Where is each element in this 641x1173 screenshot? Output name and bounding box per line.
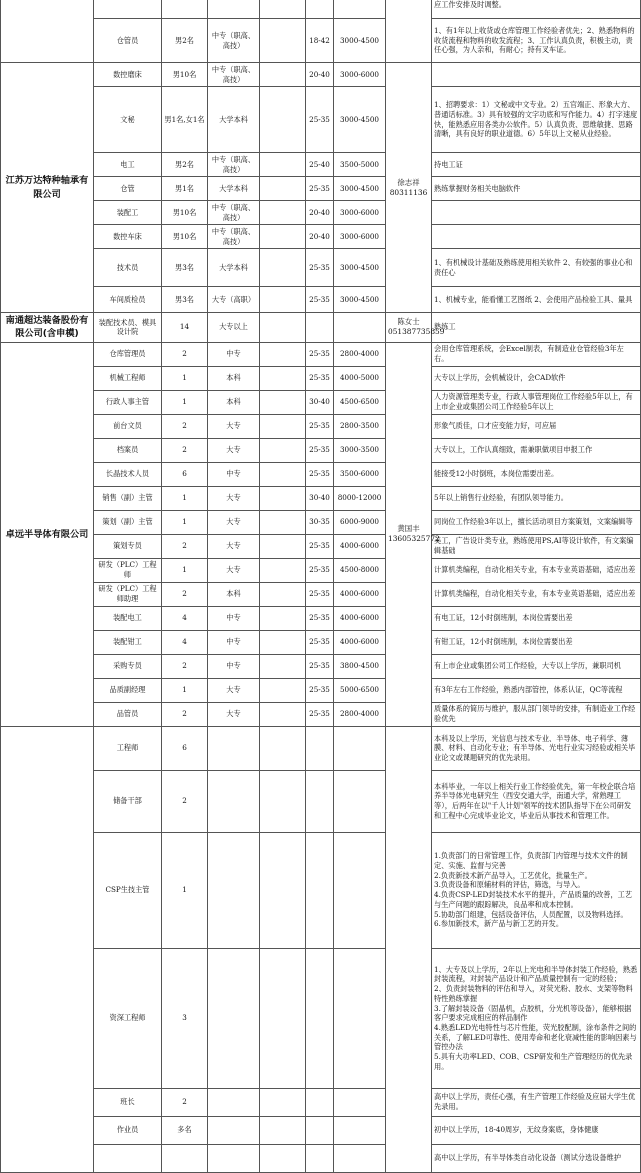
- position-cell: 数控磨床: [94, 63, 162, 87]
- position-cell: 数控车床: [94, 225, 162, 249]
- age-cell: 25-35: [306, 654, 334, 678]
- salary-cell: 2800-3500: [334, 414, 386, 438]
- requirements-cell: 1、大专及以上学历，2年以上光电和半导体封装工作经验，熟悉封装流程，对封装产品设计和产品质量控制有一定的经验； 2、负责封装物料的评估和导入，对荧光粉、胶水、支架等物料特性熟练掌握 3.了解封装设备（固晶机，点胶机，分光机等设备），能够根据客户要求完成相应的样品制作 4.熟悉LED光电特性与芯片性能，荧光胶配制，涂布条件之间的关系，了解LED可靠性、使用寿命和老化衰减性能的影响因素与管控办法 5.具有大功率LED、COB、CSP研发和生产管理经历的优先录用。: [432, 948, 641, 1088]
- table-row: [1, 726, 641, 770]
- position-cell: 研发（PLC）工程师助理: [94, 582, 162, 606]
- age-cell: 25-35: [306, 534, 334, 558]
- position-cell: 仓管员: [94, 19, 162, 63]
- headcount-cell: 2: [162, 582, 208, 606]
- requirements-cell: 有钳工证，12小时倒班制，本岗位需要出差: [432, 630, 641, 654]
- requirements-cell: [432, 201, 641, 225]
- spacer-cell: [260, 0, 306, 19]
- position-cell: 装配电工: [94, 606, 162, 630]
- position-cell: 策划（副）主管: [94, 510, 162, 534]
- salary-cell: 5000-6500: [334, 678, 386, 702]
- spacer-cell: [260, 510, 306, 534]
- salary-cell: [334, 770, 386, 832]
- table-row: [1, 0, 641, 19]
- spacer-cell: [260, 702, 306, 726]
- position-cell: 电工: [94, 153, 162, 177]
- requirements-cell: 高中以上学历，责任心强，有生产管理工作经验及应届大学生优先录用。: [432, 1088, 641, 1116]
- salary-cell: 4500-6500: [334, 390, 386, 414]
- salary-cell: 2800-4000: [334, 342, 386, 366]
- age-cell: 25-35: [306, 462, 334, 486]
- education-cell: [208, 0, 260, 19]
- table-row: [1, 832, 641, 948]
- position-cell: 文秘: [94, 87, 162, 153]
- spacer-cell: [260, 1088, 306, 1116]
- headcount-cell: 1: [162, 390, 208, 414]
- table-row: [1, 510, 641, 534]
- headcount-cell: 2: [162, 770, 208, 832]
- age-cell: [306, 832, 334, 948]
- requirements-cell: 有上市企业或集团公司工作经验，大专以上学历，兼职司机: [432, 654, 641, 678]
- education-cell: [208, 770, 260, 832]
- age-cell: [306, 1088, 334, 1116]
- salary-cell: 3000-4500: [334, 19, 386, 63]
- age-cell: [306, 0, 334, 19]
- requirements-cell: 熟练掌握财务相关电脑软件: [432, 177, 641, 201]
- salary-cell: 3000-6000: [334, 201, 386, 225]
- age-cell: 25-35: [306, 366, 334, 390]
- company-name: [1, 726, 94, 1172]
- position-cell: 销售（副）主管: [94, 486, 162, 510]
- requirements-cell: 能接受12小时倒班，本岗位需要出差。: [432, 462, 641, 486]
- requirements-cell: 1、招聘要求：1）文秘或中文专业。2）五官端正、形象大方、普通话标准。3）具有较强的文字功底和写作能力。4）打字速度快，能熟悉应用各类办公软件。5）认真负责、思维敏捷、思路清晰，具有良好的职业道德。6）5年以上文秘从业经验。: [432, 87, 641, 153]
- headcount-cell: 男10名: [162, 63, 208, 87]
- headcount-cell: 2: [162, 438, 208, 462]
- requirements-cell: 大专以上学历，会机械设计，会CAD软件: [432, 366, 641, 390]
- education-cell: 本科: [208, 366, 260, 390]
- table-row: [1, 438, 641, 462]
- education-cell: 中专（职高、高技）: [208, 201, 260, 225]
- table-row: [1, 654, 641, 678]
- salary-cell: 4500-8000: [334, 558, 386, 582]
- education-cell: [208, 726, 260, 770]
- table-row: [1, 582, 641, 606]
- education-cell: 大学本科: [208, 249, 260, 287]
- headcount-cell: 2: [162, 342, 208, 366]
- headcount-cell: [162, 1144, 208, 1172]
- salary-cell: [334, 726, 386, 770]
- requirements-cell: 1、有机械设计基础及熟练使用相关软件 2、有较强的事业心和责任心: [432, 249, 641, 287]
- position-cell: 装配技术员、模具设计院: [94, 313, 162, 343]
- table-row: [1, 313, 641, 343]
- position-cell: 班长: [94, 1088, 162, 1116]
- salary-cell: 3000-6000: [334, 225, 386, 249]
- table-row: [1, 630, 641, 654]
- table-row: [1, 63, 641, 87]
- position-cell: 技术员: [94, 249, 162, 287]
- age-cell: 25-35: [306, 558, 334, 582]
- headcount-cell: 6: [162, 462, 208, 486]
- requirements-cell: 有电工证，12小时倒班制，本岗位需要出差: [432, 606, 641, 630]
- education-cell: [208, 948, 260, 1088]
- table-row: [1, 201, 641, 225]
- company-name: 卓远半导体有限公司: [1, 342, 94, 726]
- table-row: [1, 770, 641, 832]
- salary-cell: 4000-6000: [334, 534, 386, 558]
- position-cell: 机械工程师: [94, 366, 162, 390]
- requirements-cell: 本科毕业，一年以上相关行业工作经验优先，第一年校企联合培养半导体光电研究生（西安交通大学，南通大学，常熟理工等），后两年在以"千人计划"领军的技术团队指导下在公司研发和工程中心完成毕业论文，毕业后从事技术和管理工作。: [432, 770, 641, 832]
- spacer-cell: [260, 582, 306, 606]
- salary-cell: 3500-5000: [334, 153, 386, 177]
- salary-cell: [334, 948, 386, 1088]
- spacer-cell: [260, 770, 306, 832]
- table-row: [1, 287, 641, 313]
- table-row: [1, 1116, 641, 1144]
- table-row: [1, 1088, 641, 1116]
- age-cell: 30-40: [306, 390, 334, 414]
- contact-person: 黄国丰 13605325772: [386, 342, 432, 726]
- requirements-cell: 计算机类编程，自动化相关专业，有本专业英语基础，适应出差: [432, 582, 641, 606]
- salary-cell: [334, 832, 386, 948]
- position-cell: 档案员: [94, 438, 162, 462]
- age-cell: 25-35: [306, 606, 334, 630]
- spacer-cell: [260, 19, 306, 63]
- age-cell: [306, 948, 334, 1088]
- table-row: [1, 606, 641, 630]
- education-cell: [208, 1116, 260, 1144]
- contact-person: 徐志祥 80311136: [386, 63, 432, 313]
- salary-cell: 4000-6000: [334, 582, 386, 606]
- requirements-cell: [432, 225, 641, 249]
- table-row: [1, 948, 641, 1088]
- age-cell: 25-35: [306, 87, 334, 153]
- position-cell: 装配钳工: [94, 630, 162, 654]
- education-cell: 大学本科: [208, 87, 260, 153]
- education-cell: 中专（职高、高技）: [208, 19, 260, 63]
- table-row: [1, 534, 641, 558]
- education-cell: 中专: [208, 462, 260, 486]
- spacer-cell: [260, 630, 306, 654]
- spacer-cell: [260, 558, 306, 582]
- table-row: [1, 87, 641, 153]
- age-cell: 25-35: [306, 630, 334, 654]
- headcount-cell: 2: [162, 414, 208, 438]
- position-cell: 品质副经理: [94, 678, 162, 702]
- spacer-cell: [260, 948, 306, 1088]
- requirements-cell: [432, 63, 641, 87]
- salary-cell: 3000-4500: [334, 249, 386, 287]
- education-cell: 大专: [208, 558, 260, 582]
- position-cell: 作业员: [94, 1116, 162, 1144]
- age-cell: [306, 726, 334, 770]
- education-cell: [208, 1088, 260, 1116]
- age-cell: 25-35: [306, 582, 334, 606]
- requirements-cell: 有3年左右工作经验，熟悉内部管控，体系认证，QC等流程: [432, 678, 641, 702]
- requirements-cell: 同岗位工作经验3年以上，擅长活动项目方案策划，文案编辑等: [432, 510, 641, 534]
- salary-cell: 3000-4500: [334, 87, 386, 153]
- position-cell: 车间质检员: [94, 287, 162, 313]
- position-cell: [94, 1144, 162, 1172]
- table-row: [1, 678, 641, 702]
- spacer-cell: [260, 63, 306, 87]
- company-name: [1, 0, 94, 63]
- position-cell: 采购专员: [94, 654, 162, 678]
- requirements-cell: 5年以上销售行业经验，有团队领导能力。: [432, 486, 641, 510]
- position-cell: 长晶技术人员: [94, 462, 162, 486]
- salary-cell: 3000-4500: [334, 177, 386, 201]
- salary-cell: [334, 313, 386, 343]
- table-row: [1, 249, 641, 287]
- age-cell: [306, 1116, 334, 1144]
- requirements-cell: 1.负责部门的日常管理工作，负责部门内管理与技术文件的制定、实施、监督与完善 2.负责新技术新产品导入，工艺优化，批量生产。 3.负责设备和原辅材料的评估，筛选，与导入。 4.负责CSP-LED封装技术水平的提升，产品质量的改善，工艺与生产问题的跟踪解决，良品率和成本控制。 5.协助部门组建，包括设备评估，人员配置，以及物料选择。 6.参加新技术，新产品与新工艺的开发。: [432, 832, 641, 948]
- education-cell: 大学本科: [208, 177, 260, 201]
- spacer-cell: [260, 486, 306, 510]
- headcount-cell: 4: [162, 606, 208, 630]
- spacer-cell: [260, 654, 306, 678]
- contact-person: [386, 0, 432, 63]
- position-cell: 工程师: [94, 726, 162, 770]
- salary-cell: [334, 1116, 386, 1144]
- spacer-cell: [260, 201, 306, 225]
- education-cell: [208, 832, 260, 948]
- table-row: [1, 342, 641, 366]
- spacer-cell: [260, 153, 306, 177]
- education-cell: 大专: [208, 414, 260, 438]
- age-cell: 25-35: [306, 287, 334, 313]
- headcount-cell: 6: [162, 726, 208, 770]
- education-cell: 中专（职高、高技）: [208, 63, 260, 87]
- requirements-cell: 人力资源管理类专业，行政人事管理岗位工作经验5年以上，有上市企业或集团公司工作经验5年以上: [432, 390, 641, 414]
- requirements-cell: 美工，广告设计类专业，熟练使用PS,AI等设计软件，有文案编辑基础: [432, 534, 641, 558]
- position-cell: 仓库管理员: [94, 342, 162, 366]
- age-cell: 20-40: [306, 63, 334, 87]
- salary-cell: [334, 1144, 386, 1172]
- table-row: [1, 486, 641, 510]
- education-cell: 大专: [208, 702, 260, 726]
- spacer-cell: [260, 832, 306, 948]
- age-cell: 30-40: [306, 486, 334, 510]
- salary-cell: 4000-6000: [334, 630, 386, 654]
- age-cell: 25-35: [306, 177, 334, 201]
- age-cell: 25-35: [306, 249, 334, 287]
- spacer-cell: [260, 534, 306, 558]
- education-cell: 中专（职高、高技）: [208, 153, 260, 177]
- requirements-cell: 1、机械专业，能看懂工艺图纸 2、会使用产品检验工具、量具: [432, 287, 641, 313]
- education-cell: 大专: [208, 510, 260, 534]
- age-cell: [306, 770, 334, 832]
- requirements-cell: 大专以上，工作认真细致，需兼职做项目申报工作: [432, 438, 641, 462]
- headcount-cell: 男3名: [162, 287, 208, 313]
- headcount-cell: 男1名: [162, 177, 208, 201]
- table-row: [1, 225, 641, 249]
- requirements-cell: 计算机类编程，自动化相关专业，有本专业英语基础，适应出差: [432, 558, 641, 582]
- spacer-cell: [260, 462, 306, 486]
- requirements-cell: 形象气质佳，口才应变能力好，可应届: [432, 414, 641, 438]
- age-cell: 25-40: [306, 153, 334, 177]
- headcount-cell: 1: [162, 558, 208, 582]
- spacer-cell: [260, 287, 306, 313]
- education-cell: 大专以上: [208, 313, 260, 343]
- headcount-cell: 1: [162, 486, 208, 510]
- education-cell: 中专: [208, 630, 260, 654]
- requirements-cell: 高中以上学历，有半导体类自动化设备（测试分选设备维护: [432, 1144, 641, 1172]
- requirements-cell: 应工作安排及时调整。: [432, 0, 641, 19]
- salary-cell: 6000-9000: [334, 510, 386, 534]
- position-cell: 研发（PLC）工程师: [94, 558, 162, 582]
- table-row: [1, 177, 641, 201]
- headcount-cell: 2: [162, 1088, 208, 1116]
- education-cell: 大专: [208, 486, 260, 510]
- spacer-cell: [260, 87, 306, 153]
- company-name: 南通超达装备股份有限公司(含申模): [1, 313, 94, 343]
- spacer-cell: [260, 726, 306, 770]
- requirements-cell: 初中以上学历，18-40周岁，无纹身案底，身体健康: [432, 1116, 641, 1144]
- education-cell: 中专: [208, 606, 260, 630]
- education-cell: 大专: [208, 678, 260, 702]
- headcount-cell: 2: [162, 702, 208, 726]
- table-row: [1, 558, 641, 582]
- education-cell: [208, 1144, 260, 1172]
- spacer-cell: [260, 177, 306, 201]
- position-cell: CSP生技主管: [94, 832, 162, 948]
- salary-cell: [334, 0, 386, 19]
- spacer-cell: [260, 1144, 306, 1172]
- headcount-cell: 4: [162, 630, 208, 654]
- headcount-cell: 男3名: [162, 249, 208, 287]
- position-cell: 品管员: [94, 702, 162, 726]
- headcount-cell: 2: [162, 654, 208, 678]
- salary-cell: 2800-4000: [334, 702, 386, 726]
- table-row: [1, 19, 641, 63]
- headcount-cell: 多名: [162, 1116, 208, 1144]
- position-cell: 储备干部: [94, 770, 162, 832]
- age-cell: 30-35: [306, 510, 334, 534]
- education-cell: 大专: [208, 534, 260, 558]
- table-row: [1, 462, 641, 486]
- requirements-cell: 熟练工: [432, 313, 641, 343]
- headcount-cell: 男10名: [162, 225, 208, 249]
- table-row: [1, 153, 641, 177]
- education-cell: 中专（职高、高技）: [208, 225, 260, 249]
- position-cell: 策划专员: [94, 534, 162, 558]
- age-cell: 20-40: [306, 225, 334, 249]
- salary-cell: 3800-4500: [334, 654, 386, 678]
- spacer-cell: [260, 313, 306, 343]
- table-row: [1, 702, 641, 726]
- spacer-cell: [260, 1116, 306, 1144]
- headcount-cell: 1: [162, 678, 208, 702]
- headcount-cell: 男10名: [162, 201, 208, 225]
- requirements-cell: 1、有1年以上收货或仓库管理工作经验者优先；2、熟悉物料的收货流程和物料的收发流程；3、工作认真负责，积极主动，责任心强，为人亲和，有耐心；持有叉车证。: [432, 19, 641, 63]
- salary-cell: [334, 1088, 386, 1116]
- position-cell: 行政人事主管: [94, 390, 162, 414]
- salary-cell: 4000-5000: [334, 366, 386, 390]
- salary-cell: 3000-6000: [334, 63, 386, 87]
- education-cell: 中专: [208, 342, 260, 366]
- age-cell: 25-35: [306, 702, 334, 726]
- spacer-cell: [260, 606, 306, 630]
- headcount-cell: 3: [162, 948, 208, 1088]
- salary-cell: 3000-3500: [334, 438, 386, 462]
- position-cell: 仓管: [94, 177, 162, 201]
- age-cell: [306, 1144, 334, 1172]
- headcount-cell: 男2名: [162, 19, 208, 63]
- headcount-cell: [162, 0, 208, 19]
- spacer-cell: [260, 390, 306, 414]
- requirements-cell: 质量体系的简历与维护，服从部门领导的安排，有制造业工作经验优先: [432, 702, 641, 726]
- headcount-cell: 男2名: [162, 153, 208, 177]
- table-row: [1, 1144, 641, 1172]
- requirements-cell: 会用仓库管理系统，会Excel制表，有制造业仓管经验3年左右。: [432, 342, 641, 366]
- headcount-cell: 男1名,女1名: [162, 87, 208, 153]
- age-cell: 20-40: [306, 201, 334, 225]
- spacer-cell: [260, 678, 306, 702]
- education-cell: 本科: [208, 582, 260, 606]
- spacer-cell: [260, 342, 306, 366]
- position-cell: 前台文员: [94, 414, 162, 438]
- age-cell: [306, 313, 334, 343]
- position-cell: [94, 0, 162, 19]
- education-cell: 大专: [208, 438, 260, 462]
- company-name: 江苏万达特种轴承有限公司: [1, 63, 94, 313]
- table-row: [1, 390, 641, 414]
- headcount-cell: 1: [162, 366, 208, 390]
- position-cell: 资深工程师: [94, 948, 162, 1088]
- spacer-cell: [260, 414, 306, 438]
- contact-person: [386, 726, 432, 1172]
- table-row: [1, 414, 641, 438]
- position-cell: 装配工: [94, 201, 162, 225]
- spacer-cell: [260, 249, 306, 287]
- education-cell: 中专: [208, 654, 260, 678]
- headcount-cell: 14: [162, 313, 208, 343]
- age-cell: 25-35: [306, 438, 334, 462]
- headcount-cell: 2: [162, 534, 208, 558]
- requirements-cell: 本科及以上学历，光信息与技术专业、半导体、电子科学、薄膜、材料、自动化专业；有半导体、光电行业实习经验或相关毕业论文或课题研究的优先录用。: [432, 726, 641, 770]
- contact-person: 陈女士 051387735859: [386, 313, 432, 343]
- education-cell: 本科: [208, 390, 260, 414]
- age-cell: 25-35: [306, 678, 334, 702]
- requirements-cell: 持电工证: [432, 153, 641, 177]
- salary-cell: 3000-4500: [334, 287, 386, 313]
- headcount-cell: 1: [162, 510, 208, 534]
- salary-cell: 4000-6000: [334, 606, 386, 630]
- age-cell: 18-42: [306, 19, 334, 63]
- headcount-cell: 1: [162, 832, 208, 948]
- table-row: [1, 366, 641, 390]
- spacer-cell: [260, 366, 306, 390]
- spacer-cell: [260, 438, 306, 462]
- age-cell: 25-35: [306, 342, 334, 366]
- salary-cell: 3500-6000: [334, 462, 386, 486]
- spacer-cell: [260, 225, 306, 249]
- age-cell: 25-35: [306, 414, 334, 438]
- salary-cell: 8000-12000: [334, 486, 386, 510]
- education-cell: 大专（高职）: [208, 287, 260, 313]
